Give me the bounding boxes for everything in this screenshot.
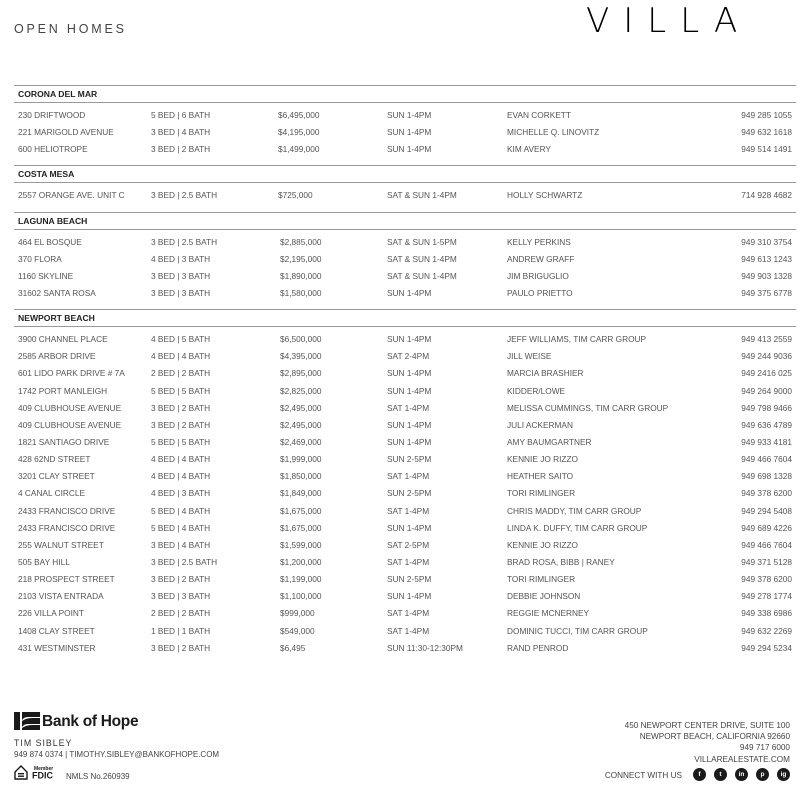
listing-agent: BRAD ROSA, BIBB | RANEY bbox=[507, 556, 615, 567]
section-costa-mesa bbox=[14, 165, 796, 211]
listing-agent: LINDA K. DUFFY, TIM CARR GROUP bbox=[507, 522, 648, 533]
property-address: 31602 SANTA ROSA bbox=[18, 287, 96, 298]
office-line: 450 NEWPORT CENTER DRIVE, SUITE 100 bbox=[624, 721, 790, 730]
property-address: 505 BAY HILL bbox=[18, 556, 70, 567]
price: $1,675,000 bbox=[280, 505, 322, 516]
price: $6,500,000 bbox=[280, 334, 322, 345]
open-house-time: SUN 1-4PM bbox=[387, 436, 432, 447]
listing-row bbox=[14, 537, 796, 554]
listing-agent: HEATHER SAITO bbox=[507, 471, 574, 482]
bank-name: Bank of Hope bbox=[42, 713, 139, 730]
office-line: NEWPORT BEACH, CALIFORNIA 92660 bbox=[639, 732, 790, 742]
property-address: 2585 ARBOR DRIVE bbox=[18, 351, 96, 362]
bed-bath: 3 BED | 2 BATH bbox=[151, 402, 211, 413]
listing-row bbox=[14, 554, 796, 571]
listing-agent: RAND PENROD bbox=[507, 642, 569, 653]
listing-agent: KIDDER/LOWE bbox=[507, 385, 566, 396]
listing-row bbox=[14, 640, 796, 657]
agent-phone: 949 375 6778 bbox=[741, 287, 792, 298]
lender-badges bbox=[14, 764, 62, 780]
bed-bath: 4 BED | 3 BATH bbox=[151, 253, 211, 264]
agent-phone: 949 636 4789 bbox=[741, 419, 792, 430]
listing-agent: KIM AVERY bbox=[507, 144, 551, 155]
bed-bath: 4 BED | 4 BATH bbox=[151, 351, 211, 362]
bed-bath: 5 BED | 4 BATH bbox=[151, 505, 211, 516]
nmls-number: NMLS No.260939 bbox=[66, 772, 130, 781]
section-heading: COSTA MESA bbox=[14, 165, 796, 183]
instagram-icon[interactable]: ig bbox=[777, 768, 790, 781]
bed-bath: 3 BED | 4 BATH bbox=[151, 127, 211, 138]
bed-bath: 3 BED | 2 BATH bbox=[151, 574, 211, 585]
listing-agent: MICHELLE Q. LINOVITZ bbox=[507, 127, 600, 138]
agent-phone: 949 244 9036 bbox=[741, 351, 792, 362]
property-address: 218 PROSPECT STREET bbox=[18, 574, 115, 585]
connect-with-us bbox=[490, 768, 790, 782]
price: $2,895,000 bbox=[280, 368, 322, 379]
listing-row bbox=[14, 383, 796, 400]
bed-bath: 3 BED | 2.5 BATH bbox=[151, 556, 218, 567]
open-house-time: SAT 2-4PM bbox=[387, 351, 430, 362]
agent-phone: 949 294 5234 bbox=[741, 642, 792, 653]
bed-bath: 4 BED | 3 BATH bbox=[151, 488, 211, 499]
section-heading: CORONA DEL MAR bbox=[14, 85, 796, 103]
listing-row bbox=[14, 417, 796, 434]
listing-agent: DEBBIE JOHNSON bbox=[507, 591, 581, 602]
listing-row bbox=[14, 468, 796, 485]
property-address: 2103 VISTA ENTRADA bbox=[18, 591, 104, 602]
price: $2,495,000 bbox=[280, 419, 322, 430]
open-house-time: SAT 1-4PM bbox=[387, 556, 430, 567]
property-address: 1160 SKYLINE bbox=[18, 270, 74, 281]
bed-bath: 3 BED | 2 BATH bbox=[151, 144, 211, 155]
property-address: 3201 CLAY STREET bbox=[18, 471, 95, 482]
agent-phone: 949 698 1328 bbox=[741, 471, 792, 482]
listing-agent: AMY BAUMGARTNER bbox=[507, 436, 592, 447]
property-address: 428 62ND STREET bbox=[18, 454, 91, 465]
listing-agent: PAULO PRIETTO bbox=[507, 287, 573, 298]
fdic-text: FDIC bbox=[32, 770, 53, 780]
bed-bath: 1 BED | 1 BATH bbox=[151, 625, 211, 636]
open-house-time: SUN 1-4PM bbox=[387, 368, 432, 379]
bed-bath: 4 BED | 4 BATH bbox=[151, 471, 211, 482]
property-address: 2433 FRANCISCO DRIVE bbox=[18, 505, 116, 516]
listing-row bbox=[14, 124, 796, 141]
open-house-time: SAT 1-4PM bbox=[387, 625, 430, 636]
listing-row bbox=[14, 503, 796, 520]
bed-bath: 4 BED | 4 BATH bbox=[151, 454, 211, 465]
listing-row bbox=[14, 187, 796, 204]
listing-agent: REGGIE MCNERNEY bbox=[507, 608, 590, 619]
price: $4,195,000 bbox=[278, 127, 320, 138]
agent-phone: 949 689 4226 bbox=[741, 522, 792, 533]
bed-bath: 3 BED | 3 BATH bbox=[151, 287, 211, 298]
listing-agent: MELISSA CUMMINGS, TIM CARR GROUP bbox=[507, 402, 669, 413]
price: $1,850,000 bbox=[280, 471, 322, 482]
price: $1,999,000 bbox=[280, 454, 322, 465]
listing-row bbox=[14, 588, 796, 605]
open-house-time: SAT 1-4PM bbox=[387, 608, 430, 619]
agent-phone: 949 632 2269 bbox=[741, 625, 792, 636]
open-house-time: SAT 1-4PM bbox=[387, 505, 430, 516]
loan-officer-name: TIM SIBLEY bbox=[14, 738, 73, 748]
agent-phone: 949 413 2559 bbox=[741, 334, 792, 345]
agent-phone: 949 613 1243 bbox=[741, 253, 792, 264]
property-address: 1408 CLAY STREET bbox=[18, 625, 95, 636]
price: $1,849,000 bbox=[280, 488, 322, 499]
agent-phone: 949 294 5408 bbox=[741, 505, 792, 516]
property-address: 600 HELIOTROPE bbox=[18, 144, 88, 155]
open-house-time: SAT & SUN 1-4PM bbox=[387, 190, 457, 201]
open-house-time: SUN 1-4PM bbox=[387, 591, 432, 602]
agent-phone: 949 632 1618 bbox=[741, 127, 792, 138]
listing-agent: JEFF WILLIAMS, TIM CARR GROUP bbox=[507, 334, 647, 345]
bed-bath: 5 BED | 5 BATH bbox=[151, 436, 211, 447]
listing-agent: JIM BRIGUGLIO bbox=[507, 270, 569, 281]
price: $6,495 bbox=[280, 642, 306, 653]
property-address: 1821 SANTIAGO DRIVE bbox=[18, 436, 110, 447]
twitter-icon[interactable]: t bbox=[714, 768, 727, 781]
price: $549,000 bbox=[280, 625, 315, 636]
listing-row bbox=[14, 485, 796, 502]
listing-row bbox=[14, 268, 796, 285]
open-house-time: SUN 2-5PM bbox=[387, 454, 432, 465]
agent-phone: 949 903 1328 bbox=[741, 270, 792, 281]
open-house-time: SUN 1-4PM bbox=[387, 334, 432, 345]
section-heading: NEWPORT BEACH bbox=[14, 309, 796, 327]
listing-row bbox=[14, 251, 796, 268]
property-address: 226 VILLA POINT bbox=[18, 608, 84, 619]
listing-agent: CHRIS MADDY, TIM CARR GROUP bbox=[507, 505, 642, 516]
property-address: 409 CLUBHOUSE AVENUE bbox=[18, 419, 122, 430]
section-rows bbox=[14, 327, 796, 664]
agent-phone: 949 371 5128 bbox=[741, 556, 792, 567]
section-newport-beach bbox=[14, 309, 796, 664]
bed-bath: 2 BED | 2 BATH bbox=[151, 608, 211, 619]
price: $1,599,000 bbox=[280, 539, 322, 550]
villa-logo bbox=[586, 2, 786, 38]
price: $1,100,000 bbox=[280, 591, 322, 602]
property-address: 370 FLORA bbox=[18, 253, 62, 264]
bed-bath: 5 BED | 5 BATH bbox=[151, 385, 211, 396]
listing-row bbox=[14, 234, 796, 251]
section-rows bbox=[14, 230, 796, 310]
section-corona-del-mar bbox=[14, 85, 796, 165]
bed-bath: 3 BED | 2.5 BATH bbox=[151, 190, 218, 201]
section-laguna-beach bbox=[14, 212, 796, 310]
property-address: 1742 PORT MANLEIGH bbox=[18, 385, 108, 396]
linkedin-icon[interactable]: in bbox=[735, 768, 748, 781]
listing-agent: MARCIA BRASHIER bbox=[507, 368, 584, 379]
listing-row bbox=[14, 365, 796, 382]
open-house-time: SUN 11:30-12:30PM bbox=[387, 642, 463, 653]
agent-phone: 949 310 3754 bbox=[741, 236, 792, 247]
agent-phone: 714 928 4682 bbox=[741, 190, 792, 201]
bed-bath: 3 BED | 4 BATH bbox=[151, 539, 211, 550]
listing-row bbox=[14, 285, 796, 302]
listing-row bbox=[14, 571, 796, 588]
open-house-time: SUN 2-5PM bbox=[387, 574, 432, 585]
listing-row bbox=[14, 623, 796, 640]
open-house-time: SAT 1-4PM bbox=[387, 402, 430, 413]
bed-bath: 3 BED | 2 BATH bbox=[151, 419, 211, 430]
price: $6,495,000 bbox=[278, 110, 320, 120]
agent-phone: 949 514 1491 bbox=[741, 144, 792, 155]
price: $1,890,000 bbox=[280, 270, 322, 281]
listing-agent: KELLY PERKINS bbox=[507, 236, 571, 247]
price: $1,675,000 bbox=[280, 522, 322, 533]
office-phone[interactable]: 949 717 6000 bbox=[739, 743, 790, 753]
loan-officer-contact[interactable]: 949 874 0374 | TIMOTHY.SIBLEY@BANKOFHOPE.COM bbox=[14, 750, 220, 759]
bed-bath: 5 BED | 6 BATH bbox=[151, 110, 211, 120]
agent-phone: 949 378 6200 bbox=[741, 574, 792, 585]
listing-agent: DOMINIC TUCCI, TIM CARR GROUP bbox=[507, 625, 648, 636]
price: $1,580,000 bbox=[280, 287, 322, 298]
page-title: OPEN HOMES bbox=[14, 22, 127, 36]
listing-row bbox=[14, 434, 796, 451]
price: $2,195,000 bbox=[280, 253, 322, 264]
price: $2,885,000 bbox=[280, 236, 322, 247]
price: $1,199,000 bbox=[280, 574, 322, 585]
website-link[interactable]: VILLAREALESTATE.COM bbox=[694, 754, 790, 764]
listing-row bbox=[14, 451, 796, 468]
property-address: 255 WALNUT STREET bbox=[18, 539, 104, 550]
open-house-time: SAT 1-4PM bbox=[387, 471, 430, 482]
open-house-time: SUN 1-4PM bbox=[387, 144, 432, 155]
listing-row bbox=[14, 331, 796, 348]
property-address: 3900 CHANNEL PLACE bbox=[18, 334, 108, 345]
agent-phone: 949 798 9466 bbox=[741, 402, 792, 413]
open-house-time: SUN 1-4PM bbox=[387, 127, 432, 138]
price: $1,499,000 bbox=[278, 144, 320, 155]
listing-agent: EVAN CORKETT bbox=[507, 110, 571, 120]
bed-bath: 3 BED | 2 BATH bbox=[151, 642, 211, 653]
section-rows bbox=[14, 183, 796, 211]
property-address: 4 CANAL CIRCLE bbox=[18, 488, 86, 499]
listing-row bbox=[14, 107, 796, 124]
open-house-time: SUN 1-4PM bbox=[387, 385, 432, 396]
bed-bath: 3 BED | 3 BATH bbox=[151, 270, 211, 281]
listing-row bbox=[14, 141, 796, 158]
agent-phone: 949 278 1774 bbox=[741, 591, 792, 602]
listing-agent: JILL WEISE bbox=[507, 351, 552, 362]
property-address: 221 MARIGOLD AVENUE bbox=[18, 127, 114, 138]
listing-agent: KENNIE JO RIZZO bbox=[507, 539, 578, 550]
price: $2,469,000 bbox=[280, 436, 322, 447]
open-house-time: SAT & SUN 1-4PM bbox=[387, 270, 457, 281]
bed-bath: 3 BED | 2.5 BATH bbox=[151, 236, 218, 247]
equal-housing-icon bbox=[15, 766, 27, 779]
fdic-member-text: Member bbox=[34, 766, 54, 772]
bed-bath: 4 BED | 5 BATH bbox=[151, 334, 211, 345]
listing-agent: ANDREW GRAFF bbox=[507, 253, 575, 264]
bed-bath: 5 BED | 4 BATH bbox=[151, 522, 211, 533]
open-house-time: SAT 2-5PM bbox=[387, 539, 430, 550]
listing-row bbox=[14, 520, 796, 537]
listing-agent: HOLLY SCHWARTZ bbox=[507, 190, 583, 201]
listing-agent: TORI RIMLINGER bbox=[507, 574, 576, 585]
listings-table bbox=[14, 85, 796, 664]
section-heading: LAGUNA BEACH bbox=[14, 212, 796, 230]
property-address: 409 CLUBHOUSE AVENUE bbox=[18, 402, 122, 413]
property-address: 464 EL BOSQUE bbox=[18, 236, 82, 247]
price: $1,200,000 bbox=[280, 556, 322, 567]
price: $4,395,000 bbox=[280, 351, 322, 362]
open-house-time: SAT & SUN 1-4PM bbox=[387, 253, 457, 264]
listing-row bbox=[14, 400, 796, 417]
villa-logo-text: VILLA bbox=[586, 2, 752, 38]
listing-agent: JULI ACKERMAN bbox=[507, 419, 573, 430]
connect-label: CONNECT WITH US bbox=[604, 771, 682, 780]
pinterest-icon[interactable]: p bbox=[756, 768, 769, 781]
open-house-time: SAT & SUN 1-5PM bbox=[387, 236, 457, 247]
office-address bbox=[625, 720, 790, 765]
listing-agent: KENNIE JO RIZZO bbox=[507, 454, 578, 465]
agent-phone: 949 338 6986 bbox=[741, 608, 792, 619]
price: $2,825,000 bbox=[280, 385, 322, 396]
open-house-time: SUN 2-5PM bbox=[387, 488, 432, 499]
listing-row bbox=[14, 348, 796, 365]
listing-agent: TORI RIMLINGER bbox=[507, 488, 576, 499]
agent-phone: 949 285 1055 bbox=[741, 110, 792, 120]
footer bbox=[0, 700, 800, 799]
open-house-time: SUN 1-4PM bbox=[387, 522, 432, 533]
property-address: 2433 FRANCISCO DRIVE bbox=[18, 522, 116, 533]
agent-phone: 949 264 9000 bbox=[741, 385, 792, 396]
price: $2,495,000 bbox=[280, 402, 322, 413]
agent-phone: 949 466 7604 bbox=[741, 454, 792, 465]
bed-bath: 3 BED | 3 BATH bbox=[151, 591, 211, 602]
property-address: 2557 ORANGE AVE. UNIT C bbox=[18, 190, 125, 201]
open-house-time: SUN 1-4PM bbox=[387, 287, 432, 298]
agent-phone: 949 933 4181 bbox=[741, 436, 792, 447]
agent-phone: 949 378 6200 bbox=[741, 488, 792, 499]
open-house-time: SUN 1-4PM bbox=[387, 419, 432, 430]
listing-row bbox=[14, 605, 796, 622]
price: $999,000 bbox=[280, 608, 315, 619]
property-address: 230 DRIFTWOOD bbox=[18, 110, 86, 120]
property-address: 431 WESTMINSTER bbox=[18, 642, 96, 653]
agent-phone: 949 466 7604 bbox=[741, 539, 792, 550]
price: $725,000 bbox=[278, 190, 313, 201]
property-address: 601 LIDO PARK DRIVE # 7A bbox=[18, 368, 125, 379]
facebook-icon[interactable]: f bbox=[693, 768, 706, 781]
agent-phone: 949 2416 025 bbox=[741, 368, 792, 379]
bank-logo-mark-icon bbox=[14, 712, 40, 730]
bed-bath: 2 BED | 2 BATH bbox=[151, 368, 211, 379]
section-rows bbox=[14, 103, 796, 165]
open-house-time: SUN 1-4PM bbox=[387, 110, 432, 120]
